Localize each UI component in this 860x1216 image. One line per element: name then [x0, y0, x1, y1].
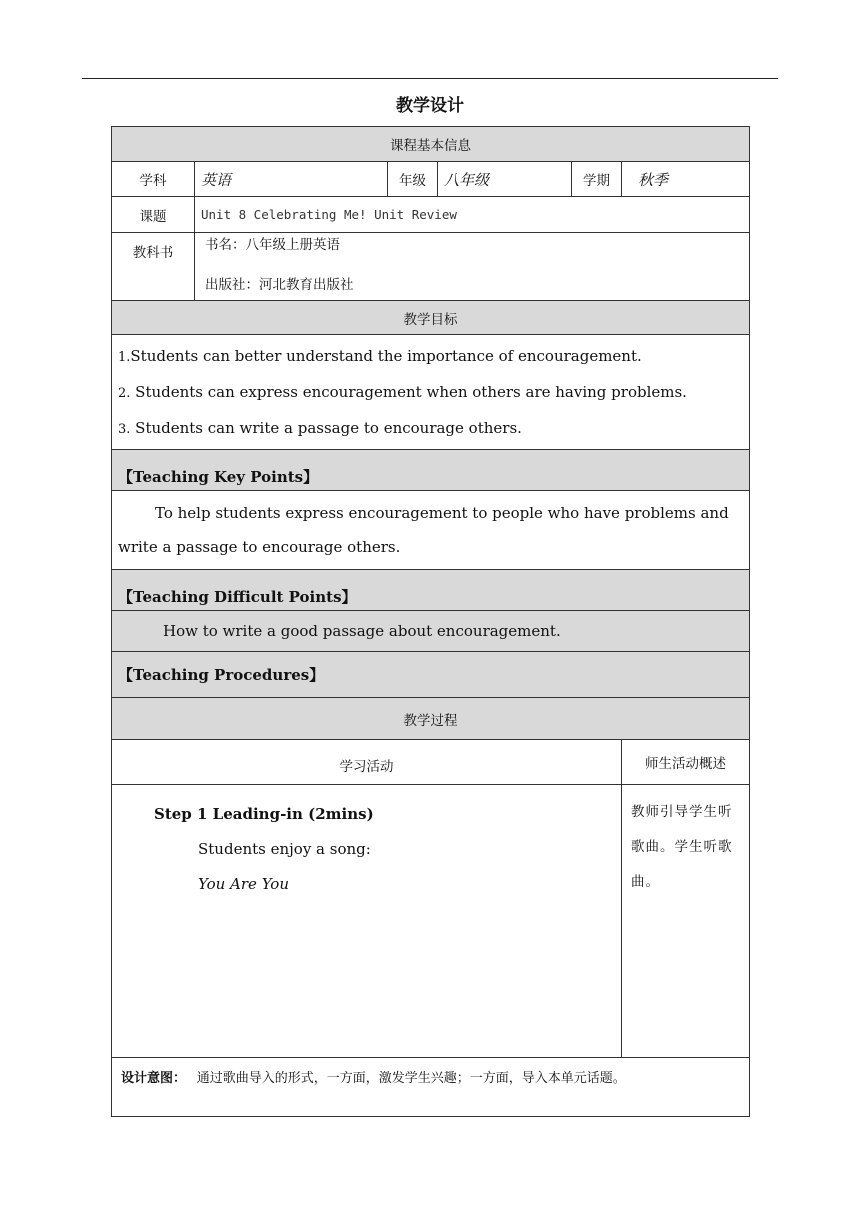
- publisher: 出版社：河北教育出版社: [205, 277, 354, 293]
- procedures-header: 【Teaching Procedures】: [112, 652, 750, 698]
- process-header: 教学过程: [112, 698, 750, 740]
- term-label: 学期: [572, 162, 622, 197]
- summary-column-header: 师生活动概述: [622, 740, 750, 785]
- subject-label: 学科: [112, 162, 195, 197]
- design-intent-text: 通过歌曲导入的形式，一方面，激发学生兴趣；一方面，导入本单元话题。: [196, 1071, 626, 1086]
- topic-value: Unit 8 Celebrating Me! Unit Review: [195, 197, 750, 233]
- topic-label: 课题: [112, 197, 195, 233]
- key-points-text: To help students express encouragement to people who have problems and write a passage to encourage others.: [112, 491, 750, 570]
- activity-cell: [112, 785, 622, 1058]
- header-rule: [82, 78, 778, 79]
- step-line: Students enjoy a song:: [198, 840, 371, 858]
- objective-item: 1.Students can better understand the importance of encouragement.: [118, 347, 642, 365]
- basic-info-header: 课程基本信息: [112, 127, 750, 162]
- term-value: 秋季: [622, 162, 750, 197]
- difficult-points-text: How to write a good passage about encouragement.: [112, 611, 750, 652]
- objectives-list: [112, 335, 750, 450]
- subject-value: 英语: [195, 162, 388, 197]
- objectives-header: 教学目标: [112, 301, 750, 335]
- objective-item: 2. Students can express encouragement when others are having problems.: [118, 383, 687, 401]
- design-intent: [112, 1058, 750, 1117]
- lesson-plan-table: [111, 126, 750, 1117]
- book-name: 书名：八年级上册英语: [205, 237, 340, 253]
- design-intent-label: 设计意图：: [121, 1071, 187, 1086]
- key-points-header: 【Teaching Key Points】: [112, 450, 750, 491]
- textbook-label: 教科书: [112, 233, 195, 301]
- objective-item: 3. Students can write a passage to encourage others.: [118, 419, 522, 437]
- grade-label: 年级: [388, 162, 438, 197]
- difficult-points-header: 【Teaching Difficult Points】: [112, 570, 750, 611]
- summary-text: 教师引导学生听歌曲。学生听歌曲。: [622, 785, 750, 1058]
- song-title: You Are You: [198, 875, 289, 893]
- step-title: Step 1 Leading-in (2mins): [154, 805, 374, 823]
- activity-column-header: 学习活动: [112, 740, 622, 785]
- grade-value: 八年级: [438, 162, 572, 197]
- page-title: 教学设计: [396, 96, 464, 116]
